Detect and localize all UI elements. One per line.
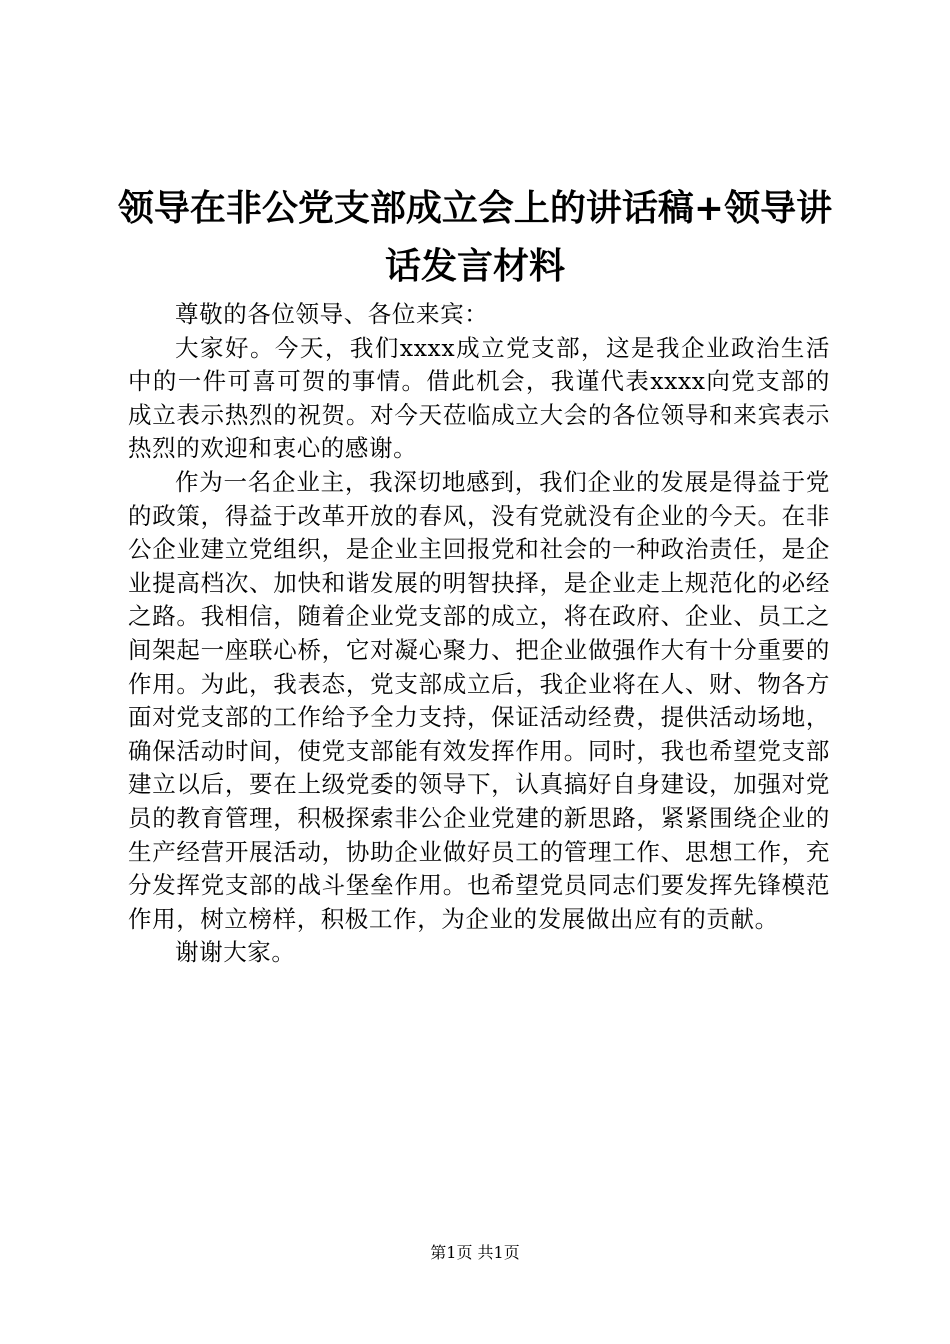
salutation-paragraph: 尊敬的各位领导、各位来宾： (175, 300, 489, 328)
document-body (128, 298, 830, 970)
main-paragraph: 作为一名企业主，我深切地感到，我们企业的发展是得益于党的政策，得益于改革开放的春风，没有党就没有企业的今天。在非公企业建立党组织，是企业主回报党和社会的一种政治责任，是企业提高档次、加快和谐发展的明智抉择，是企业走上规范化的必经之路。我相信，随着企业党支部的成立，将在政府、企业、员工之间架起一座联心桥，它对凝心聚力、把企业做强作大有十分重要的作用。为此，我表态，党支部成立后，我企业将在人、财、物各方面对党支部的工作给予全力支持，保证活动经费，提供活动场地，确保活动时间，使党支部能有效发挥作用。同时，我也希望党支部建立以后，要在上级党委的领导下，认真搞好自身建设，加强对党员的教育管理，积极探索非公企业党建的新思路，紧紧围绕企业的生产经营开展活动，协助企业做好员工的管理工作、思想工作，充分发挥党支部的战斗堡垒作用。也希望党员同志们要发挥先锋模范作用，树立榜样，积极工作，为企业的发展做出应有的贡献。 (128, 467, 830, 933)
document-title (100, 180, 850, 296)
greeting-paragraph: 大家好。今天，我们xxxx成立党支部，这是我企业政治生活中的一件可喜可贺的事情。借此机会，我谨代表xxxx向党支部的成立表示热烈的祝贺。对今天莅临成立大会的各位领导和来宾表示热烈的欢迎和衷心的感谢。 (128, 333, 830, 463)
title-line-1: 领导在非公党支部成立会上的讲话稿+领导讲 (117, 188, 833, 229)
title-line-2: 话发言材料 (384, 246, 565, 287)
page-footer: 第1页 共1页 (430, 1243, 520, 1262)
closing-paragraph: 谢谢大家。 (175, 938, 296, 967)
